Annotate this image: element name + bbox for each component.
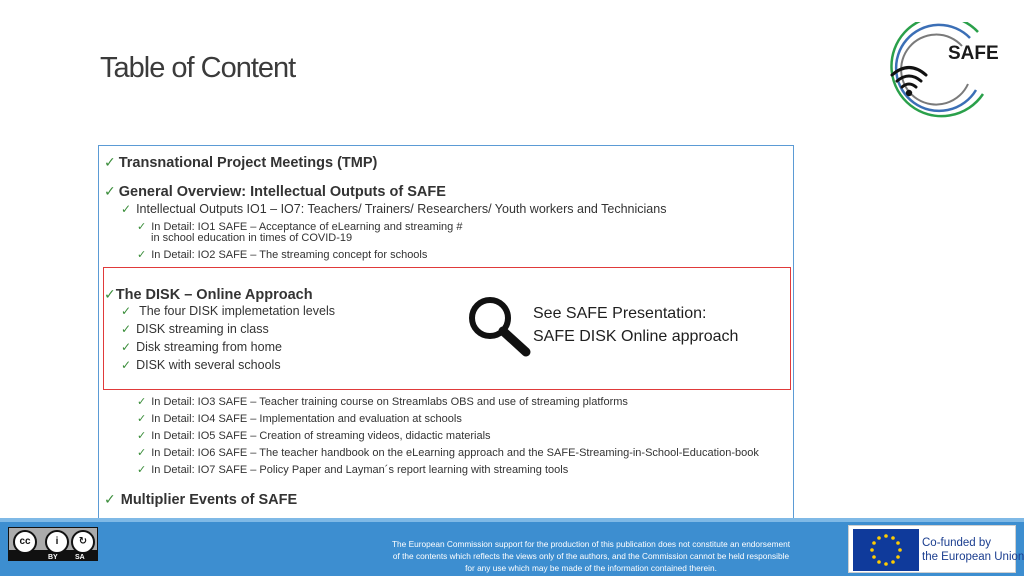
toc-item-multiplier: ✓ Multiplier Events of SAFE	[104, 491, 298, 508]
cc-sa-label: SA	[75, 554, 85, 561]
cc-icon: cc	[13, 530, 37, 554]
toc-detail-io7: ✓ In Detail: IO7 SAFE – Policy Paper and Layman´s report learning with streaming tools	[137, 464, 569, 476]
note-line-1: See SAFE Presentation:	[533, 305, 707, 322]
toc-item-overview: ✓ General Overview: Intellectual Outputs of SAFE	[104, 183, 446, 200]
checkmark-icon: ✓	[137, 396, 147, 408]
checkmark-icon: ✓	[104, 491, 116, 507]
checkmark-icon: ✓	[121, 340, 132, 354]
toc-detail-io1: ✓ In Detail: IO1 SAFE – Acceptance of eLearning and streaming #	[137, 221, 463, 233]
eu-cofunded-badge	[848, 525, 1024, 573]
checkmark-icon: ✓	[104, 286, 116, 302]
eu-disclaimer: The European Commission support for the production of this publication does not constitute an endorsement of the contents which reflects the views only of the authors, and the Commission cannot be held responsible for any use which may be made of the information contained therein.	[391, 539, 791, 573]
checkmark-icon: ✓	[137, 447, 147, 459]
magnifier-icon	[466, 294, 532, 358]
safe-logo-icon	[858, 22, 1008, 127]
logo-text: SAFE	[948, 43, 999, 64]
toc-item-tmp: ✓ Transnational Project Meetings (TMP)	[104, 154, 378, 171]
checkmark-icon: ✓	[137, 430, 147, 442]
presentation-note	[533, 302, 738, 348]
cc-license-badge[interactable]	[8, 527, 98, 561]
checkmark-icon: ✓	[137, 413, 147, 425]
toc-detail-io6: ✓ In Detail: IO6 SAFE – The teacher handbook on the eLearning approach and the SAFE-Streaming-in-School-Education-book	[137, 447, 759, 459]
checkmark-icon: ✓	[104, 154, 116, 170]
eu-cofunded-text: Co-funded by the European Union	[922, 537, 1024, 563]
disk-item: ✓ Disk streaming from home	[121, 340, 282, 354]
cc-by-label: BY	[48, 554, 58, 561]
disk-item: ✓ The four DISK implemetation levels	[121, 304, 335, 318]
disk-item: ✓ DISK streaming in class	[121, 322, 269, 336]
checkmark-icon: ✓	[137, 221, 147, 233]
toc-detail-io5: ✓ In Detail: IO5 SAFE – Creation of streaming videos, didactic materials	[137, 430, 491, 442]
checkmark-icon: ✓	[121, 358, 132, 372]
eu-flag-icon	[853, 529, 919, 571]
toc-detail-io4: ✓ In Detail: IO4 SAFE – Implementation and evaluation at schools	[137, 413, 462, 425]
note-line-2: SAFE DISK Online approach	[533, 328, 739, 345]
page-title: Table of Content	[100, 52, 296, 84]
checkmark-icon: ✓	[137, 464, 147, 476]
by-icon: i	[45, 530, 69, 554]
toc-detail-io3: ✓ In Detail: IO3 SAFE – Teacher training course on Streamlabs OBS and use of streaming platforms	[137, 396, 628, 408]
toc-detail-io1-continued: in school education in times of COVID-19	[151, 232, 353, 244]
checkmark-icon: ✓	[121, 202, 132, 216]
checkmark-icon: ✓	[121, 322, 132, 336]
toc-detail-io2: ✓ In Detail: IO2 SAFE – The streaming concept for schools	[137, 249, 428, 261]
toc-item-disk: ✓ The DISK – Online Approach	[104, 286, 313, 303]
disk-item: ✓ DISK with several schools	[121, 358, 281, 372]
checkmark-icon: ✓	[137, 249, 147, 261]
toc-subitem-io-overview: ✓ Intellectual Outputs IO1 – IO7: Teachers/ Trainers/ Researchers/ Youth workers and Technicians	[121, 202, 667, 216]
sa-icon: ↻	[71, 530, 95, 554]
checkmark-icon: ✓	[121, 304, 132, 318]
checkmark-icon: ✓	[104, 183, 116, 199]
footer-stripe	[0, 518, 1024, 522]
